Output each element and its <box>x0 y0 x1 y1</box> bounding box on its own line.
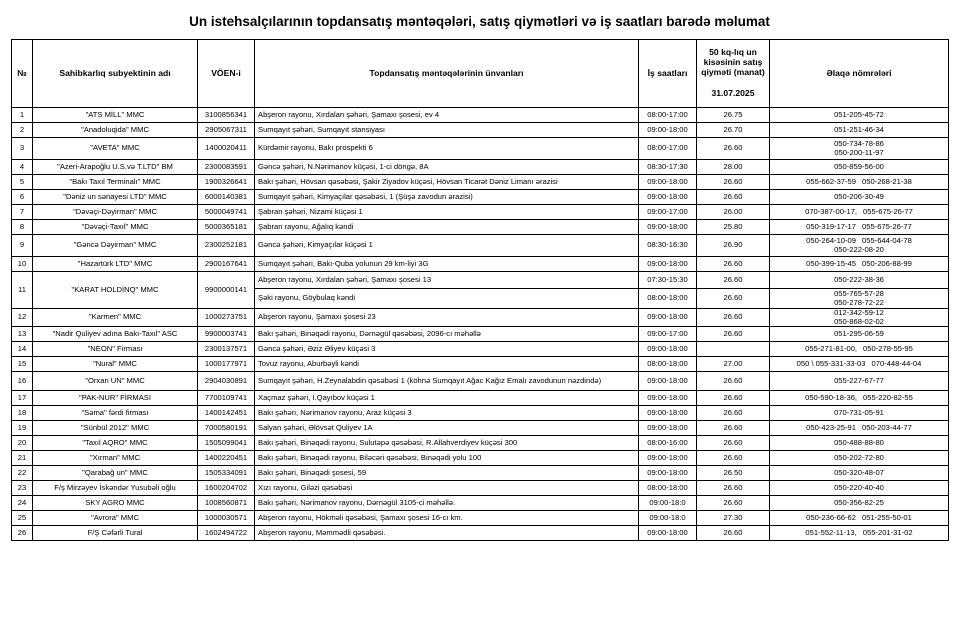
subject-name: "Orxan UN" MMC <box>33 372 198 391</box>
phone-number: 050-206-88-99 <box>862 258 912 268</box>
voen-code: 1602494722 <box>198 526 255 541</box>
row-number: 23 <box>12 481 33 496</box>
row-number: 21 <box>12 451 33 466</box>
phone-number: 070-387-00-17, <box>805 206 858 216</box>
phones-cell <box>770 451 949 466</box>
row-number: 5 <box>12 175 33 190</box>
address: Şəki rayonu, Göybulaq kəndi <box>255 289 639 309</box>
phone-number: 050-268-21-38 <box>862 176 912 186</box>
voen-code: 1505334091 <box>198 466 255 481</box>
work-hours: 09:00-18:00 <box>639 257 697 272</box>
voen-code: 1600204702 <box>198 481 255 496</box>
phone-number: 070-448-44-04 <box>871 358 922 368</box>
row-number: 9 <box>12 235 33 257</box>
work-hours: 08:00-17:00 <box>639 138 697 160</box>
phone-line <box>773 469 945 478</box>
work-hours: 08:30-16:30 <box>639 235 697 257</box>
table-row <box>12 272 949 289</box>
phone-number: 050-423-25-91 <box>806 422 856 432</box>
table-row <box>12 481 949 496</box>
phones-cell <box>770 466 949 481</box>
address: Bakı şəhəri, Binəqədi rayonu, Sulutəpə qəsəbəsi, R.Allahverdiyev küçəsi 300 <box>255 436 639 451</box>
row-number: 16 <box>12 372 33 391</box>
subject-name: "AVETA" MMC <box>33 138 198 160</box>
voen-code: 7000580191 <box>198 421 255 436</box>
phone-number: 051-251-46-34 <box>834 124 884 134</box>
work-hours: 09:00-17:00 <box>639 205 697 220</box>
subject-name: "Gəncə Dəyirman" MMC <box>33 235 198 257</box>
phones-cell <box>770 327 949 342</box>
subject-name: "Dəniz un sənayesi LTD" MMC <box>33 190 198 205</box>
row-number: 14 <box>12 342 33 357</box>
table-row <box>12 496 949 511</box>
phone-number: 050-264-10-09 <box>806 236 856 245</box>
work-hours: 09:00-18:0 <box>639 511 697 526</box>
price-header-date: 31.07.2025 <box>711 88 755 99</box>
address: Xızı rayonu, Giləzi qəsəbəsi <box>255 481 639 496</box>
subject-name: "Xırman" MMC <box>33 451 198 466</box>
phone-number: 050-859-56-00 <box>834 161 884 171</box>
phone-line <box>773 394 945 403</box>
work-hours: 09:00-18:00 <box>639 391 697 406</box>
phone-line <box>773 163 945 172</box>
address: Salyan şəhəri, Əlövsət Quliyev 1A <box>255 421 639 436</box>
voen-code: 5000365181 <box>198 220 255 235</box>
phone-number: 055-644-04-78 <box>862 236 912 245</box>
price: 26.00 <box>697 205 770 220</box>
row-number: 22 <box>12 466 33 481</box>
phone-number: 050-202-72-80 <box>834 452 884 462</box>
address: Sumqayıt şəhəri, Sumqayıt stansiyası <box>255 123 639 138</box>
work-hours: 09:00-18:00 <box>639 421 697 436</box>
row-number: 3 <box>12 138 33 160</box>
phones-cell <box>770 123 949 138</box>
phone-line <box>773 409 945 418</box>
phone-line <box>773 484 945 493</box>
subject-name: "ATS MİLL" MMC <box>33 108 198 123</box>
address: Kürdəmir rayonu, Bakı prospekti 6 <box>255 138 639 160</box>
table-row <box>12 451 949 466</box>
voen-code: 1400142451 <box>198 406 255 421</box>
price: 26.60 <box>697 309 770 327</box>
row-number: 25 <box>12 511 33 526</box>
subject-name: "PAK-NUR" FİRMASI <box>33 391 198 406</box>
voen-code: 9900003741 <box>198 327 255 342</box>
work-hours: 09:00-18:0 <box>639 496 697 511</box>
phones-cell <box>770 272 949 289</box>
phone-line <box>773 260 945 269</box>
phone-number: 050-319-17-17 <box>806 221 856 231</box>
phones-cell <box>770 309 949 327</box>
row-number: 20 <box>12 436 33 451</box>
phones-cell <box>770 235 949 257</box>
phone-line <box>773 360 945 369</box>
phone-number: 051-255-50-01 <box>862 512 912 522</box>
phone-line <box>773 299 945 308</box>
subject-name: "KARAT HOLDİNQ" MMC <box>33 272 198 309</box>
voen-code: 9900000141 <box>198 272 255 309</box>
price: 26.70 <box>697 123 770 138</box>
work-hours: 08:00-16:00 <box>639 436 697 451</box>
subject-name: "NEON" Firması <box>33 342 198 357</box>
address: Şabran rayonu, Ağalıq kəndi <box>255 220 639 235</box>
row-number: 10 <box>12 257 33 272</box>
phone-line <box>773 193 945 202</box>
work-hours: 08:00-18:00 <box>639 357 697 372</box>
table-row <box>12 406 949 421</box>
row-number: 18 <box>12 406 33 421</box>
phones-cell <box>770 220 949 235</box>
phone-line <box>773 149 945 158</box>
work-hours: 08:00-18:00 <box>639 481 697 496</box>
price-header-label: 50 kq-lıq un kisəsinin satış qiyməti (manat) <box>701 47 765 77</box>
row-number: 6 <box>12 190 33 205</box>
table-row <box>12 175 949 190</box>
work-hours: 09:00-18:00 <box>639 342 697 357</box>
table-row <box>12 108 949 123</box>
subject-name: "Avrora" MMC <box>33 511 198 526</box>
phone-number: 050-320-48-07 <box>834 467 884 477</box>
phones-cell <box>770 391 949 406</box>
phone-line <box>773 276 945 285</box>
phones-cell <box>770 481 949 496</box>
work-hours: 09:00-18:00 <box>639 220 697 235</box>
price: 26.60 <box>697 406 770 421</box>
phones-cell <box>770 436 949 451</box>
price: 26.60 <box>697 327 770 342</box>
table-row <box>12 257 949 272</box>
phones-cell <box>770 138 949 160</box>
table-row <box>12 391 949 406</box>
phone-number: 050-206-30-49 <box>834 191 884 201</box>
phone-line <box>773 499 945 508</box>
row-number: 19 <box>12 421 33 436</box>
phone-number: 050-222-38-36 <box>834 274 884 284</box>
column-header-phones: Əlaqə nömrələri <box>770 40 949 108</box>
phone-line <box>773 529 945 538</box>
phones-cell <box>770 526 949 541</box>
table-row <box>12 235 949 257</box>
phone-line <box>773 439 945 448</box>
price: 26.60 <box>697 289 770 309</box>
phone-line <box>773 223 945 232</box>
address: Sumqayıt şəhəri, H.Zeynalabdin qəsəbəsi 1 (köhnə Sumqayıt Ağac Kağız Emalı zavodunun nəzdində) <box>255 372 639 391</box>
phones-cell <box>770 372 949 391</box>
phone-line <box>773 514 945 523</box>
address: Tovuz rayonu, Aburbəyli kəndi <box>255 357 639 372</box>
voen-code: 2905067311 <box>198 123 255 138</box>
price: 27.30 <box>697 511 770 526</box>
subject-name: "Hazartürk LTD" MMC <box>33 257 198 272</box>
table-row <box>12 466 949 481</box>
voen-code: 2904030891 <box>198 372 255 391</box>
subject-name: "Nadir Quliyev adına Bakı-Taxıl" ASC <box>33 327 198 342</box>
phone-number: 050-278-72-22 <box>834 297 884 307</box>
phone-number: 051-552-11-13, <box>805 527 857 537</box>
phones-cell <box>770 205 949 220</box>
price: 26.90 <box>697 235 770 257</box>
voen-code: 5000049741 <box>198 205 255 220</box>
phones-cell <box>770 357 949 372</box>
phones-cell <box>770 175 949 190</box>
address: Bakı şəhəri, Binəqədi şosesi, 59 <box>255 466 639 481</box>
work-hours: 09:00-17:00 <box>639 327 697 342</box>
phones-cell <box>770 289 949 309</box>
row-number: 1 <box>12 108 33 123</box>
phone-number: 050-278-55-95 <box>863 343 913 353</box>
distributors-table <box>11 39 949 541</box>
price: 26.60 <box>697 138 770 160</box>
subject-name: "Taxıl AQRO" MMC <box>33 436 198 451</box>
address: Abşeron rayonu, Şamaxı şosesi 23 <box>255 309 639 327</box>
table-row <box>12 526 949 541</box>
voen-code: 3100856341 <box>198 108 255 123</box>
phone-number: 055-765-57-28 <box>834 289 884 298</box>
work-hours: 09:00-18:00 <box>639 466 697 481</box>
phone-number: 055-220-82-55 <box>863 392 913 402</box>
subject-name: F/ş Mirzəyev İskəndər Yusubəli oğlu <box>33 481 198 496</box>
row-number: 4 <box>12 160 33 175</box>
table-row <box>12 342 949 357</box>
address: Gəncə şəhəri, Kimyaçılar küçəsi 1 <box>255 235 639 257</box>
phone-number: 050-734-78-86 <box>834 139 884 148</box>
table-row <box>12 160 949 175</box>
phones-cell <box>770 190 949 205</box>
column-header-price <box>697 40 770 108</box>
address: Abşeron rayonu, Məmmədli qəsəbəsi. <box>255 526 639 541</box>
voen-code: 7700109741 <box>198 391 255 406</box>
voen-code: 1505099041 <box>198 436 255 451</box>
row-number: 17 <box>12 391 33 406</box>
subject-name: "Bakı Taxıl Terminalı" MMC <box>33 175 198 190</box>
phone-number: 055-675-26-77 <box>862 221 912 231</box>
phones-cell <box>770 511 949 526</box>
phone-number: 055-201-31-02 <box>862 527 913 537</box>
address: Bakı şəhəri, Binəqədi rayonu, Dərnəgül qəsəbəsi, 2096-cı məhəllə <box>255 327 639 342</box>
voen-code: 1000030571 <box>198 511 255 526</box>
subject-name: "Qarabağ un" MMC <box>33 466 198 481</box>
address: Şabran şəhəri, Nizami küçəsi 1 <box>255 205 639 220</box>
phone-line <box>773 424 945 433</box>
subject-name: "Səma" fərdi firması <box>33 406 198 421</box>
phone-line <box>773 318 945 327</box>
column-header-number: № <box>12 40 33 108</box>
address: Bakı şəhəri, Nərimanov rayonu, Araz küçəsi 3 <box>255 406 639 421</box>
table-row <box>12 357 949 372</box>
row-number: 26 <box>12 526 33 541</box>
phone-number: 050-200-11-97 <box>834 147 884 157</box>
row-number: 12 <box>12 309 33 327</box>
table-row <box>12 190 949 205</box>
phone-line <box>773 345 945 354</box>
price <box>697 342 770 357</box>
work-hours: 09:00-18:00 <box>639 451 697 466</box>
phone-number: 050-236-66-62 <box>806 512 856 522</box>
subject-name: "Dəvəçi-Taxıl" MMC <box>33 220 198 235</box>
subject-name: "Azeri-Arapoğlu U.S.və T.LTD" BM <box>33 160 198 175</box>
column-header-voen: VÖEN-i <box>198 40 255 108</box>
phones-cell <box>770 496 949 511</box>
column-header-address: Topdansatış məntəqələrinin ünvanları <box>255 40 639 108</box>
table-row <box>12 436 949 451</box>
voen-code: 2300083591 <box>198 160 255 175</box>
address: Xaçmaz şəhəri, İ.Qayıbov küçəsi 1 <box>255 391 639 406</box>
phone-line <box>773 377 945 386</box>
table-row <box>12 511 949 526</box>
subject-name: "Sünbül 2012" MMC <box>33 421 198 436</box>
work-hours: 09:00-18:00 <box>639 526 697 541</box>
subject-name: "Karmen" MMC <box>33 309 198 327</box>
address: Sumqayıt şəhəri, Bakı-Quba yolunun 29 km-liyi 3G <box>255 257 639 272</box>
table-row <box>12 220 949 235</box>
work-hours: 09:00-18:00 <box>639 309 697 327</box>
address: Abşeron rayonu, Xırdalan şəhəri, Şamaxı şosesi, ev 4 <box>255 108 639 123</box>
work-hours: 09:00-18:00 <box>639 175 697 190</box>
price: 26.60 <box>697 391 770 406</box>
phone-number: 050-399-15-45 <box>806 258 856 268</box>
phone-number: 050-220-40-40 <box>834 482 884 492</box>
price: 26.60 <box>697 372 770 391</box>
price: 26.75 <box>697 108 770 123</box>
subject-name: F/Ş Cəfərli Tural <box>33 526 198 541</box>
row-number: 15 <box>12 357 33 372</box>
voen-code: 1900326641 <box>198 175 255 190</box>
voen-code: 1400020411 <box>198 138 255 160</box>
phone-line <box>773 208 945 217</box>
voen-code: 2900167641 <box>198 257 255 272</box>
phone-number: 050-356-82-25 <box>834 497 884 507</box>
table-row <box>12 123 949 138</box>
column-header-subject: Sahibkarlıq subyektinin adı <box>33 40 198 108</box>
subject-name: "Anadoluqida" MMC <box>33 123 198 138</box>
price: 26.60 <box>697 496 770 511</box>
row-number: 11 <box>12 272 33 309</box>
work-hours: 09:00-18:00 <box>639 372 697 391</box>
phone-number: 070-731-05-91 <box>834 407 884 417</box>
phones-cell <box>770 342 949 357</box>
work-hours: 09:00-18:00 <box>639 190 697 205</box>
phone-number: 051-295-06-59 <box>834 328 884 338</box>
phone-number: 050-868-02-02 <box>834 316 884 326</box>
subject-name: "Dəvəçi-Dəyirman" MMC <box>33 205 198 220</box>
voen-code: 2300252181 <box>198 235 255 257</box>
row-number: 24 <box>12 496 33 511</box>
phone-number: 012-342-59-12 <box>834 308 884 317</box>
address: Gəncə şəhəri, N.Nərimanov küçəsi, 1-ci döngə, 8A <box>255 160 639 175</box>
voen-code: 1400220451 <box>198 451 255 466</box>
phone-number: 050-222-08-20 <box>834 244 884 254</box>
subject-name: SKY AGRO MMC <box>33 496 198 511</box>
row-number: 2 <box>12 123 33 138</box>
table-body <box>12 108 949 541</box>
row-number: 13 <box>12 327 33 342</box>
row-number: 7 <box>12 205 33 220</box>
price: 26.60 <box>697 526 770 541</box>
table-row <box>12 309 949 327</box>
price: 28.00 <box>697 160 770 175</box>
phone-number: 050 \ 055-331-33-03 <box>796 358 866 368</box>
address: Abşeron rayonu, Hökməli qəsəbəsi, Şamaxı şosesi 16-cı km. <box>255 511 639 526</box>
phone-line <box>773 111 945 120</box>
table-row <box>12 327 949 342</box>
price: 26.60 <box>697 481 770 496</box>
table-row <box>12 372 949 391</box>
address: Sumqayıt şəhəri, Kimyaçılar qəsəbəsi, 1 (Şüşə zavodun ərazisi) <box>255 190 639 205</box>
phones-cell <box>770 421 949 436</box>
phone-line <box>773 178 945 187</box>
address: Gəncə şəhəri, Əziz Əliyev küçəsi 3 <box>255 342 639 357</box>
phones-cell <box>770 406 949 421</box>
price: 26.60 <box>697 436 770 451</box>
voen-code: 1000177971 <box>198 357 255 372</box>
work-hours: 07:30-15:30 <box>639 272 697 289</box>
phone-line <box>773 126 945 135</box>
price: 26.60 <box>697 257 770 272</box>
address: Abşeron rayonu, Xırdalan şəhəri, Şamaxı şosesi 13 <box>255 272 639 289</box>
address: Bakı şəhəri, Hövsan qəsəbəsi, Şakir Ziyadov küçəsi, Hövsan Ticarət Dəniz Limanı ərazisi <box>255 175 639 190</box>
table-row <box>12 421 949 436</box>
phones-cell <box>770 160 949 175</box>
voen-code: 1008560871 <box>198 496 255 511</box>
work-hours: 08:00-17:00 <box>639 108 697 123</box>
phone-line <box>773 246 945 255</box>
phones-cell <box>770 108 949 123</box>
phone-number: 050-590-18-36, <box>805 392 858 402</box>
address: Bakı şəhəri, Binəqədi rayonu, Biləcəri qəsəbəsi, Binəqədi yolu 100 <box>255 451 639 466</box>
price: 26.60 <box>697 421 770 436</box>
table-row <box>12 138 949 160</box>
subject-name: "Nural" MMC <box>33 357 198 372</box>
work-hours: 08:00-18:00 <box>639 289 697 309</box>
phone-number: 050-203-44-77 <box>862 422 912 432</box>
page-title: Un istehsalçılarının topdansatış məntəqələri, satış qiymətləri və iş saatları barədə məlumat <box>189 14 770 29</box>
header-row <box>12 40 949 108</box>
price: 26.60 <box>697 175 770 190</box>
phone-line <box>773 454 945 463</box>
price: 26.50 <box>697 466 770 481</box>
row-number: 8 <box>12 220 33 235</box>
phone-line <box>773 330 945 339</box>
work-hours: 09:00-18:00 <box>639 406 697 421</box>
work-hours: 08:30-17:30 <box>639 160 697 175</box>
voen-code: 2300137571 <box>198 342 255 357</box>
price: 26.60 <box>697 272 770 289</box>
phone-number: 055-227-67-77 <box>834 375 884 385</box>
phone-number: 055-675-26-77 <box>863 206 913 216</box>
price: 26.60 <box>697 451 770 466</box>
price: 27.00 <box>697 357 770 372</box>
voen-code: 6000140381 <box>198 190 255 205</box>
column-header-hours: İş saatları <box>639 40 697 108</box>
work-hours: 09:00-18:00 <box>639 123 697 138</box>
table-row <box>12 205 949 220</box>
phone-number: 050-488-88-80 <box>834 437 884 447</box>
address: Bakı şəhəri, Nərimanov rayonu, Dərnəgül 3105-ci məhəllə. <box>255 496 639 511</box>
price: 25.80 <box>697 220 770 235</box>
voen-code: 1000273751 <box>198 309 255 327</box>
phone-number: 055-271-81-00, <box>805 343 858 353</box>
phone-number: 051-205-45-72 <box>834 109 884 119</box>
phones-cell <box>770 257 949 272</box>
price: 26.60 <box>697 190 770 205</box>
phone-number: 055-662-37-59 <box>806 176 856 186</box>
